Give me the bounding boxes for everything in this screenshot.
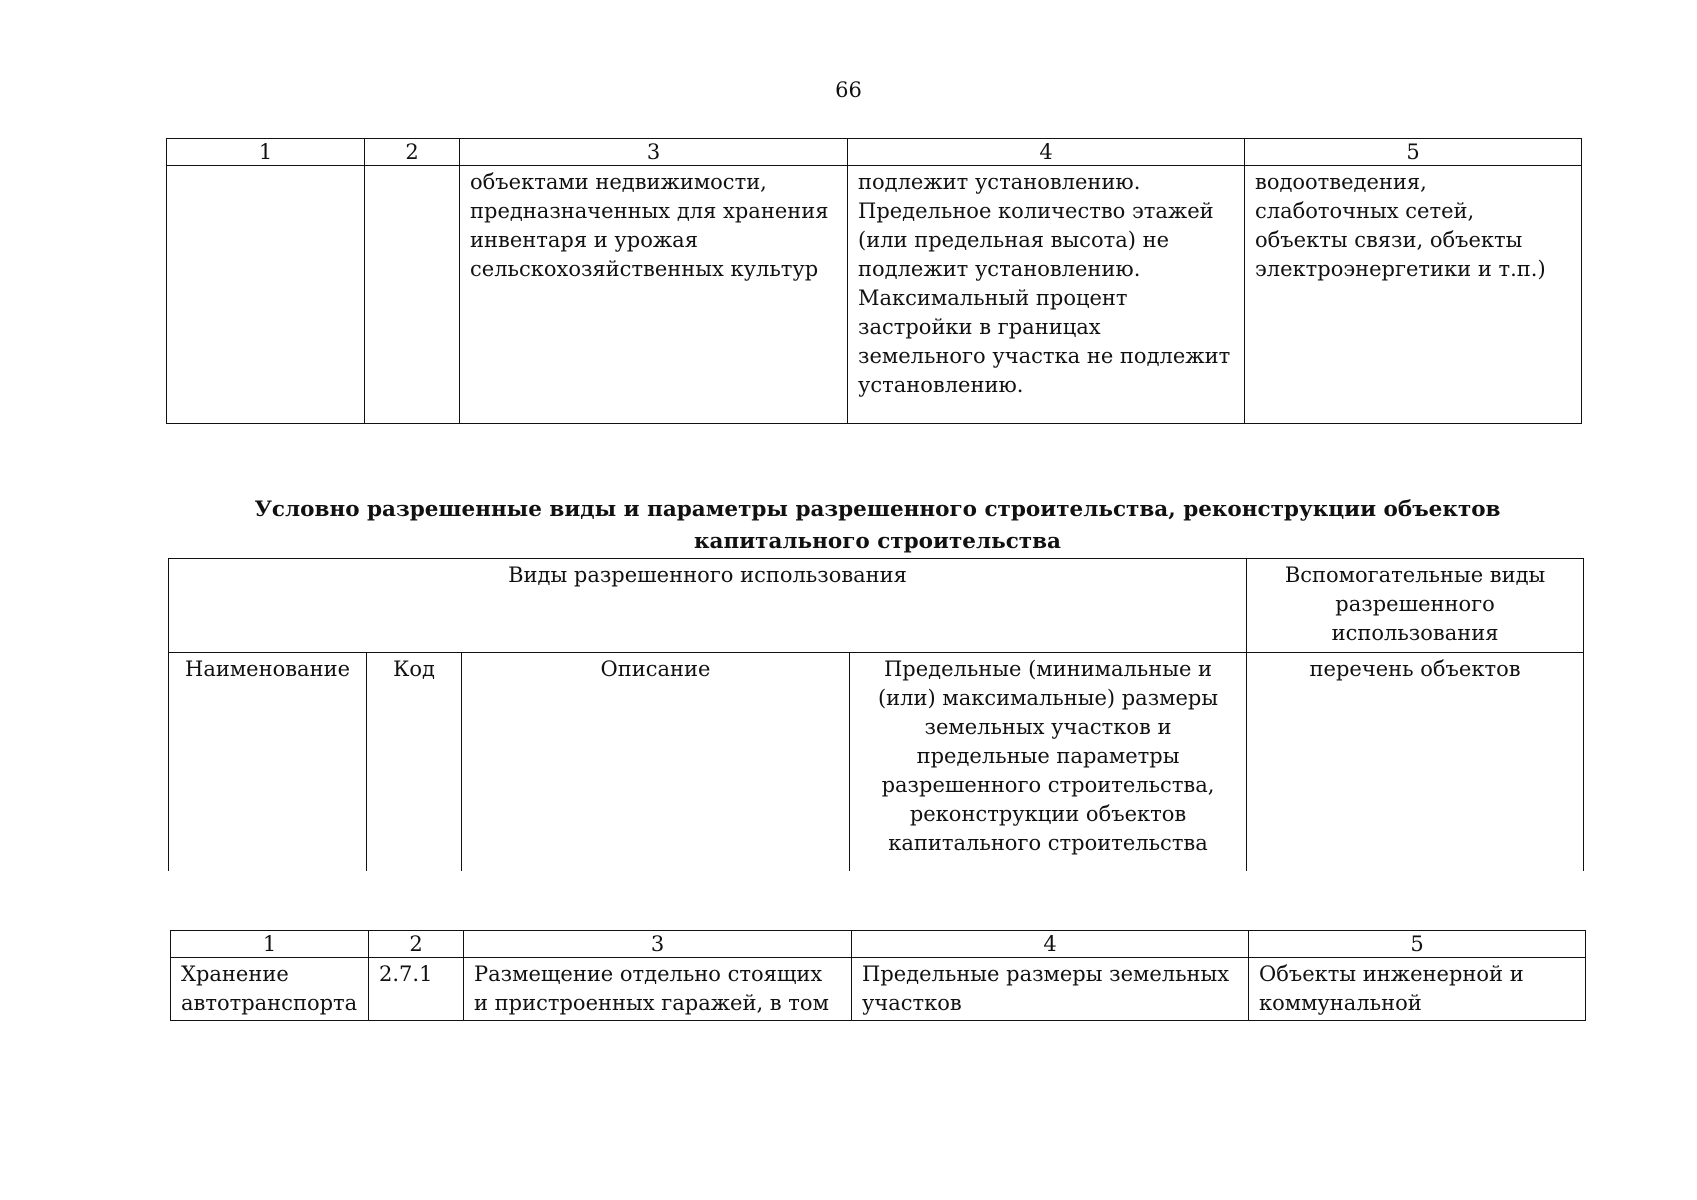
- name-cell: [167, 166, 365, 424]
- limits-header: Предельные (минимальные и (или) максимальные) размеры земельных участков и предельные параметры разрешенного строительства, реконструкции объектов капитального строительства: [850, 653, 1247, 871]
- objects-cell: водоотведения, слаботочных сетей, объекты связи, объекты электроэнергетики и т.п.): [1245, 166, 1582, 424]
- column-number: 4: [848, 139, 1245, 166]
- objects-cell: Объекты инженерной и коммунальной: [1249, 958, 1586, 1021]
- column-number: 4: [852, 931, 1249, 958]
- column-number: 3: [464, 931, 852, 958]
- section-title: Условно разрешенные виды и параметры разрешенного строительства, реконструкции объектов капитального строительства: [254, 497, 1501, 554]
- column-number: 2: [365, 139, 460, 166]
- limits-cell: подлежит установлению. Предельное количество этажей (или предельная высота) не подлежит установлению. Максимальный процент застройки в границах земельного участка не подлежит установлению.: [848, 166, 1245, 424]
- code-header: Код: [367, 653, 462, 871]
- description-header: Описание: [462, 653, 850, 871]
- column-numbers-row: [167, 139, 1582, 166]
- header-table: [168, 558, 1584, 871]
- data-table: [170, 930, 1586, 1021]
- column-number: 1: [167, 139, 365, 166]
- name-header: Наименование: [169, 653, 367, 871]
- description-cell: Размещение отдельно стоящих и пристроенных гаражей, в том: [464, 958, 852, 1021]
- continued-table: [166, 138, 1582, 424]
- name-cell: Хранение автотранспорта: [171, 958, 369, 1021]
- limits-cell: Предельные размеры земельных участков: [852, 958, 1249, 1021]
- code-cell: [365, 166, 460, 424]
- auxiliary-uses-header: Вспомогательные виды разрешенного использования: [1247, 559, 1584, 653]
- description-cell: объектами недвижимости, предназначенных для хранения инвентаря и урожая сельскохозяйственных культур: [460, 166, 848, 424]
- table-row: [167, 166, 1582, 424]
- column-numbers-row: [171, 931, 1586, 958]
- permitted-uses-header: Виды разрешенного использования: [169, 559, 1247, 653]
- table-row: [171, 958, 1586, 1021]
- page-number: 66: [835, 78, 862, 102]
- code-cell: 2.7.1: [369, 958, 464, 1021]
- column-number: 1: [171, 931, 369, 958]
- column-number: 5: [1249, 931, 1586, 958]
- column-number: 3: [460, 139, 848, 166]
- objects-header: перечень объектов: [1247, 653, 1584, 871]
- column-number: 2: [369, 931, 464, 958]
- column-number: 5: [1245, 139, 1582, 166]
